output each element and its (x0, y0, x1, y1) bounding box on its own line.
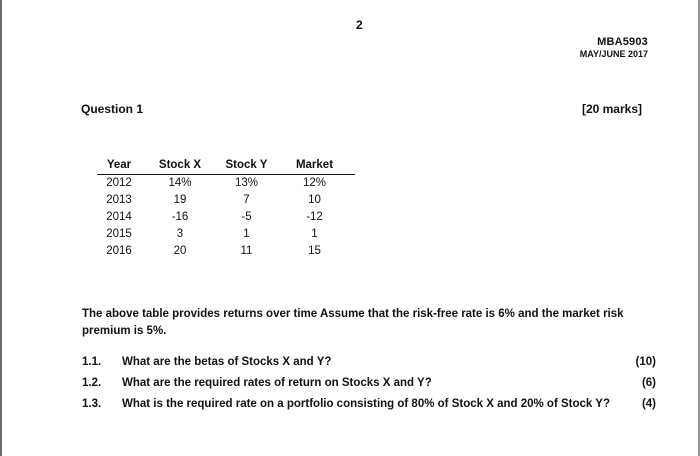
header-stock-y: Stock Y (219, 157, 274, 175)
sub-question-marks: (10) (635, 356, 656, 368)
exam-date: MAY/JUNE 2017 (579, 49, 648, 59)
sub-question-list (82, 354, 656, 417)
cell-market: -12 (306, 211, 323, 223)
table-header-row (97, 157, 355, 175)
sub-question (82, 375, 656, 396)
cell-stock-y: 13% (234, 177, 259, 189)
cell-stock-x: 19 (173, 194, 187, 206)
cell-year: 2012 (106, 177, 132, 189)
table-row (97, 226, 355, 243)
cell-stock-x: 20 (173, 245, 187, 257)
cell-year: 2016 (106, 245, 132, 257)
cell-stock-y: -5 (241, 211, 252, 223)
table-row (97, 192, 355, 209)
table-row (97, 175, 355, 193)
cell-stock-x: 14% (168, 177, 192, 189)
returns-table (97, 157, 355, 260)
cell-year: 2013 (106, 194, 132, 206)
cell-stock-y: 7 (243, 194, 250, 206)
header-market: Market (274, 157, 355, 175)
cell-market: 15 (308, 245, 321, 257)
cell-year: 2015 (106, 228, 132, 240)
cell-market: 12% (302, 177, 327, 189)
sub-question (82, 396, 656, 417)
header-stock-x: Stock X (141, 157, 219, 175)
table-row (97, 209, 355, 226)
sub-question-number: 1.1. (82, 356, 102, 368)
page-edge-left (0, 0, 2, 456)
exam-header (580, 36, 648, 60)
cell-year: 2014 (106, 211, 132, 223)
sub-question (82, 354, 656, 375)
cell-stock-x: 3 (176, 228, 184, 240)
sub-question-marks: (6) (641, 377, 656, 389)
cell-stock-y: 1 (243, 228, 250, 240)
course-code: MBA5903 (597, 36, 648, 48)
question-marks: [20 marks] (581, 102, 642, 116)
sub-question-number: 1.2. (82, 377, 102, 389)
page-number: 2 (356, 18, 363, 32)
header-year: Year (97, 157, 141, 175)
cell-stock-y: 11 (240, 245, 253, 257)
sub-question-number: 1.3. (82, 398, 102, 410)
sub-question-marks: (4) (641, 398, 656, 410)
cell-market: 10 (308, 194, 321, 206)
sub-question-text: What are the required rates of return on Stocks X and Y? (122, 377, 432, 389)
question-title: Question 1 (81, 102, 144, 116)
sub-question-text: What is the required rate on a portfolio consisting of 80% of Stock X and 20% of Stock Y? (122, 398, 610, 410)
cell-market: 1 (311, 228, 318, 240)
table-row (97, 243, 355, 260)
sub-question-text: What are the betas of Stocks X and Y? (122, 356, 332, 368)
cell-stock-x: -16 (171, 211, 189, 223)
question-intro: The above table provides returns over time Assume that the risk-free rate is 6% and the market risk premium is 5%. (82, 308, 624, 337)
